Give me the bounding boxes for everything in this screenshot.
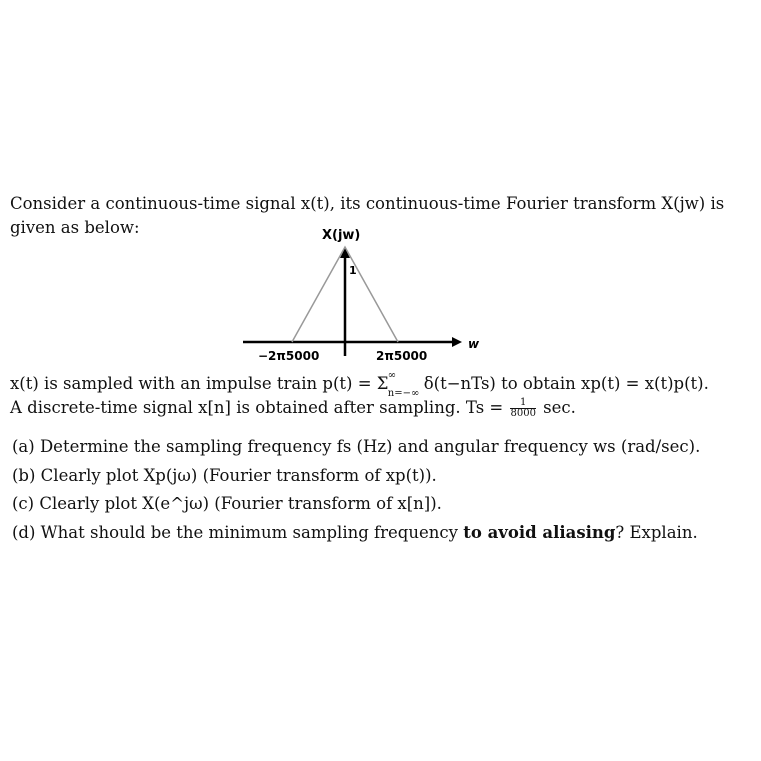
intro-line-1: Consider a continuous-time signal x(t), its continuous-time Fourier transform X(jw) is bbox=[10, 194, 725, 213]
x-axis-arrow bbox=[452, 337, 462, 347]
sampling-text-1b: δ(t−nTs) to obtain xp(t) = x(t)p(t). bbox=[418, 374, 709, 393]
sampling-text-2b: sec. bbox=[537, 398, 576, 417]
fraction-numerator: 1 bbox=[510, 398, 535, 409]
question-c: (c) Clearly plot X(e^jω) (Fourier transform of x[n]). bbox=[12, 494, 442, 513]
question-d-bold: to avoid aliasing bbox=[463, 523, 616, 542]
peak-label: 1 bbox=[349, 264, 357, 277]
question-d-text: (d) What should be the minimum sampling frequency bbox=[12, 523, 464, 542]
sum-symbol: Σ ∞ n=−∞ bbox=[377, 374, 389, 394]
x-axis-label: w bbox=[468, 337, 480, 351]
spectrum-plot bbox=[0, 222, 761, 362]
sampling-line-1 bbox=[10, 370, 709, 399]
period-fraction bbox=[510, 398, 535, 419]
sum-lower: n=−∞ bbox=[387, 388, 420, 399]
fraction-denominator: 8000 bbox=[510, 408, 536, 419]
sampling-line-2 bbox=[10, 398, 576, 419]
question-a: (a) Determine the sampling frequency fs (Hz) and angular frequency ws (rad/sec). bbox=[12, 437, 701, 456]
question-d bbox=[12, 523, 698, 543]
sampling-text-2a: A discrete-time signal x[n] is obtained after sampling. Ts = bbox=[10, 398, 509, 417]
plot-title: X(jw) bbox=[322, 228, 361, 243]
question-b: (b) Clearly plot Xp(jω) (Fourier transform of xp(t)). bbox=[12, 466, 437, 485]
question-d-end: ? Explain. bbox=[615, 523, 698, 542]
tick-label-pos: 2π5000 bbox=[376, 349, 428, 362]
tick-label-neg: −2π5000 bbox=[258, 349, 320, 362]
sampling-text-1a: x(t) is sampled with an impulse train p(t) = bbox=[10, 374, 377, 393]
sum-upper: ∞ bbox=[387, 370, 397, 381]
intro-line-2: given as below: bbox=[10, 218, 140, 237]
